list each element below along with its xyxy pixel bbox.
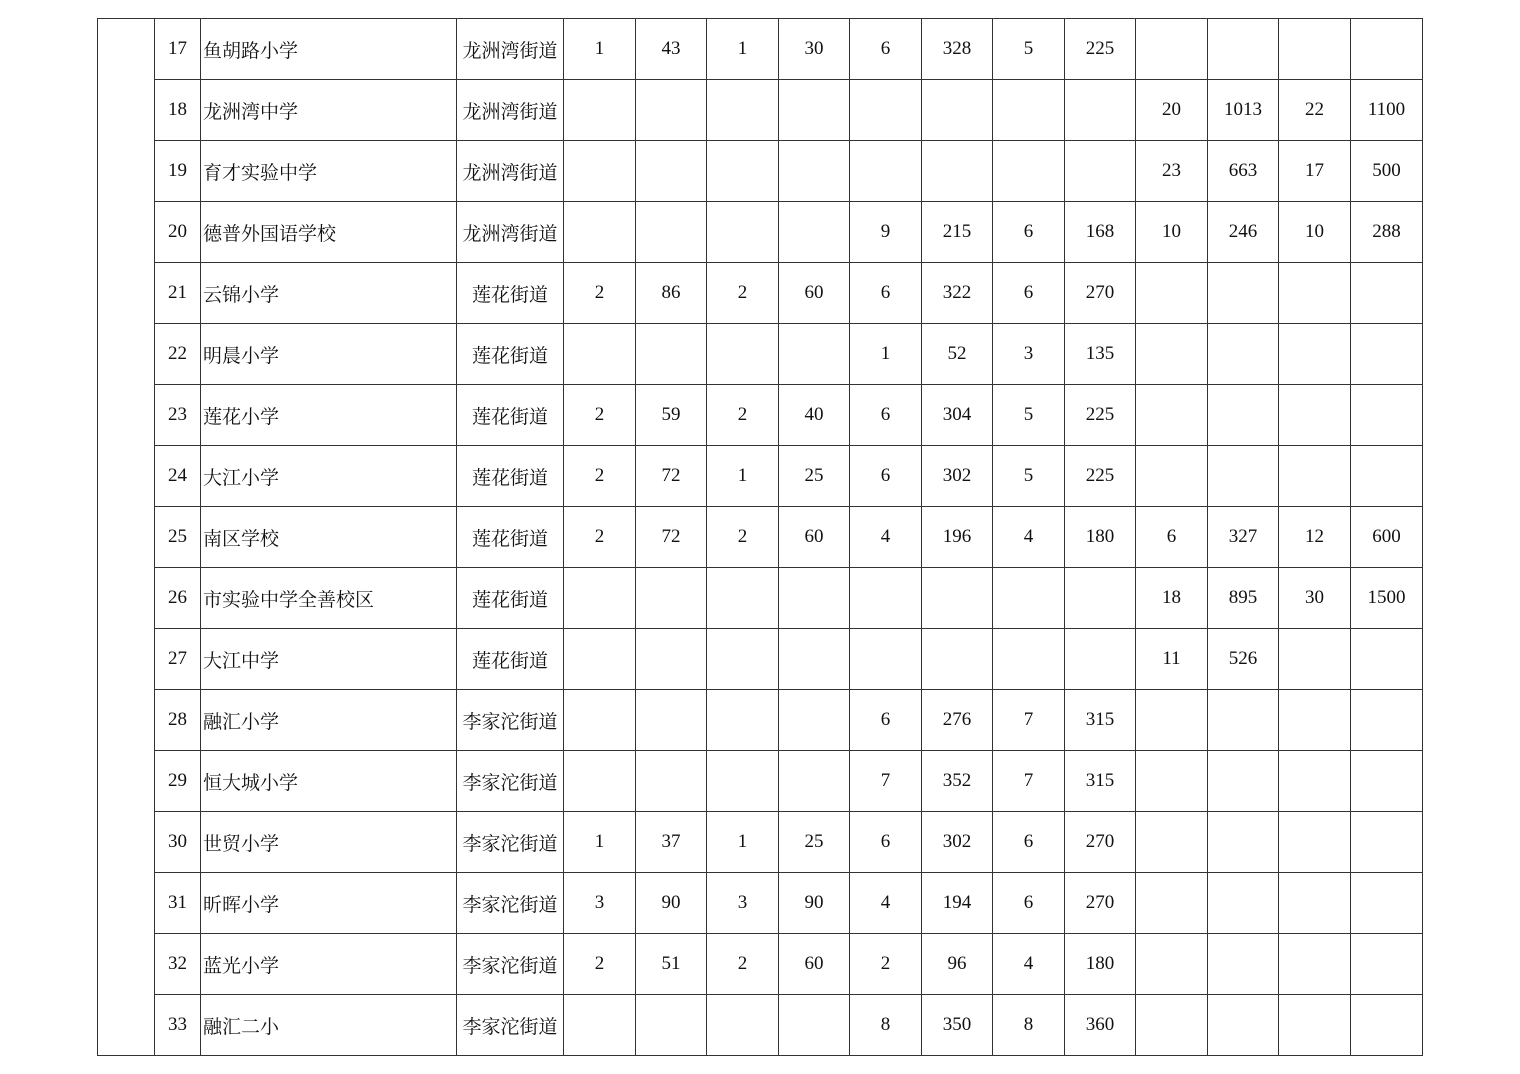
value-cell: 2 [564,385,636,446]
table-row [98,568,1423,629]
row-number-cell: 21 [155,263,201,324]
value-cell: 304 [922,385,993,446]
row-number-cell: 17 [155,19,201,80]
row-number-cell: 31 [155,873,201,934]
value-cell: 5 [993,385,1065,446]
value-cell [707,141,779,202]
value-cell [922,629,993,690]
value-cell [707,690,779,751]
value-cell: 327 [1208,507,1279,568]
value-cell: 270 [1065,873,1136,934]
value-cell: 168 [1065,202,1136,263]
value-cell: 1 [564,19,636,80]
value-cell: 895 [1208,568,1279,629]
value-cell [1208,324,1279,385]
value-cell: 2 [850,934,922,995]
value-cell: 270 [1065,263,1136,324]
value-cell: 60 [779,934,850,995]
value-cell: 4 [850,507,922,568]
value-cell [779,995,850,1056]
value-cell: 2 [707,385,779,446]
value-cell: 2 [564,263,636,324]
school-name-cell: 明晨小学 [201,324,457,385]
school-name-cell: 莲花小学 [201,385,457,446]
value-cell: 6 [993,263,1065,324]
value-cell [1279,873,1351,934]
value-cell: 51 [636,934,707,995]
value-cell [850,568,922,629]
table-row [98,385,1423,446]
value-cell [1279,934,1351,995]
value-cell [779,751,850,812]
value-cell: 1500 [1351,568,1423,629]
value-cell: 322 [922,263,993,324]
value-cell: 6 [850,19,922,80]
value-cell [564,202,636,263]
value-cell [1136,934,1208,995]
value-cell: 60 [779,507,850,568]
school-name-cell: 昕晖小学 [201,873,457,934]
value-cell [564,751,636,812]
value-cell: 6 [993,202,1065,263]
value-cell: 302 [922,812,993,873]
value-cell [1136,385,1208,446]
value-cell [993,80,1065,141]
value-cell: 43 [636,19,707,80]
value-cell [1351,873,1423,934]
value-cell [1208,690,1279,751]
value-cell: 276 [922,690,993,751]
value-cell [1136,751,1208,812]
value-cell: 30 [1279,568,1351,629]
value-cell [1208,19,1279,80]
value-cell [1208,934,1279,995]
value-cell [1065,629,1136,690]
table-row [98,80,1423,141]
value-cell [636,324,707,385]
table-row [98,324,1423,385]
value-cell: 6 [850,446,922,507]
value-cell: 6 [993,873,1065,934]
value-cell [779,324,850,385]
value-cell: 315 [1065,751,1136,812]
school-name-cell: 云锦小学 [201,263,457,324]
value-cell: 18 [1136,568,1208,629]
school-enrollment-table [97,18,1423,1056]
value-cell [1065,568,1136,629]
value-cell: 10 [1279,202,1351,263]
value-cell [993,568,1065,629]
value-cell: 288 [1351,202,1423,263]
row-number-cell: 22 [155,324,201,385]
value-cell: 12 [1279,507,1351,568]
value-cell: 10 [1136,202,1208,263]
value-cell: 196 [922,507,993,568]
value-cell [564,629,636,690]
value-cell: 59 [636,385,707,446]
value-cell: 1013 [1208,80,1279,141]
value-cell: 23 [1136,141,1208,202]
value-cell [1351,446,1423,507]
value-cell [1279,385,1351,446]
value-cell [779,202,850,263]
value-cell [779,629,850,690]
table-row [98,934,1423,995]
value-cell [850,80,922,141]
value-cell [636,690,707,751]
value-cell [1136,324,1208,385]
value-cell [1065,80,1136,141]
value-cell: 7 [993,690,1065,751]
value-cell [564,690,636,751]
value-cell: 180 [1065,507,1136,568]
row-number-cell: 19 [155,141,201,202]
value-cell [1351,19,1423,80]
value-cell [1136,690,1208,751]
value-cell: 20 [1136,80,1208,141]
value-cell [1351,812,1423,873]
value-cell [564,568,636,629]
value-cell: 135 [1065,324,1136,385]
value-cell: 360 [1065,995,1136,1056]
value-cell [1351,324,1423,385]
value-cell: 72 [636,446,707,507]
street-cell: 龙洲湾街道 [457,202,564,263]
value-cell [779,568,850,629]
value-cell: 25 [779,812,850,873]
value-cell: 8 [993,995,1065,1056]
value-cell [707,80,779,141]
value-cell: 315 [1065,690,1136,751]
street-cell: 莲花街道 [457,507,564,568]
row-number-cell: 33 [155,995,201,1056]
school-name-cell: 市实验中学全善校区 [201,568,457,629]
value-cell: 4 [993,934,1065,995]
value-cell [1136,446,1208,507]
value-cell: 1 [564,812,636,873]
value-cell: 600 [1351,507,1423,568]
value-cell: 1100 [1351,80,1423,141]
value-cell [636,141,707,202]
value-cell [1279,324,1351,385]
value-cell: 180 [1065,934,1136,995]
value-cell: 3 [707,873,779,934]
school-name-cell: 鱼胡路小学 [201,19,457,80]
street-cell: 龙洲湾街道 [457,80,564,141]
value-cell [1208,873,1279,934]
row-number-cell: 28 [155,690,201,751]
value-cell: 3 [993,324,1065,385]
value-cell [636,995,707,1056]
row-number-cell: 23 [155,385,201,446]
value-cell [564,80,636,141]
value-cell [1136,19,1208,80]
value-cell: 86 [636,263,707,324]
value-cell [636,629,707,690]
table-row [98,690,1423,751]
street-cell: 龙洲湾街道 [457,141,564,202]
row-number-cell: 29 [155,751,201,812]
value-cell [922,141,993,202]
school-name-cell: 融汇二小 [201,995,457,1056]
value-cell: 90 [636,873,707,934]
value-cell: 6 [850,263,922,324]
value-cell [636,202,707,263]
street-cell: 莲花街道 [457,263,564,324]
value-cell: 72 [636,507,707,568]
table-row [98,629,1423,690]
value-cell: 60 [779,263,850,324]
value-cell: 215 [922,202,993,263]
value-cell: 30 [779,19,850,80]
value-cell: 7 [993,751,1065,812]
table-body [98,19,1423,1056]
value-cell: 1 [707,19,779,80]
value-cell: 270 [1065,812,1136,873]
value-cell [1351,690,1423,751]
row-number-cell: 24 [155,446,201,507]
value-cell [1279,995,1351,1056]
school-name-cell: 大江小学 [201,446,457,507]
value-cell: 500 [1351,141,1423,202]
row-number-cell: 18 [155,80,201,141]
value-cell: 52 [922,324,993,385]
value-cell: 8 [850,995,922,1056]
value-cell: 663 [1208,141,1279,202]
value-cell: 328 [922,19,993,80]
value-cell: 96 [922,934,993,995]
value-cell [922,568,993,629]
value-cell [1279,751,1351,812]
value-cell: 4 [993,507,1065,568]
street-cell: 莲花街道 [457,385,564,446]
value-cell [1279,690,1351,751]
value-cell: 25 [779,446,850,507]
value-cell [1136,995,1208,1056]
school-name-cell: 育才实验中学 [201,141,457,202]
value-cell [1351,629,1423,690]
value-cell [922,80,993,141]
table-row [98,19,1423,80]
school-name-cell: 大江中学 [201,629,457,690]
value-cell [1279,19,1351,80]
table-row [98,995,1423,1056]
value-cell [564,324,636,385]
school-name-cell: 世贸小学 [201,812,457,873]
value-cell [636,751,707,812]
row-number-cell: 27 [155,629,201,690]
value-cell [707,995,779,1056]
value-cell [1279,263,1351,324]
value-cell: 4 [850,873,922,934]
value-cell: 526 [1208,629,1279,690]
value-cell [707,324,779,385]
value-cell [1351,995,1423,1056]
value-cell [779,690,850,751]
value-cell [707,568,779,629]
value-cell [850,141,922,202]
street-cell: 李家沱街道 [457,873,564,934]
value-cell: 2 [707,507,779,568]
school-name-cell: 龙洲湾中学 [201,80,457,141]
row-number-cell: 25 [155,507,201,568]
school-name-cell: 德普外国语学校 [201,202,457,263]
value-cell [1208,446,1279,507]
school-name-cell: 融汇小学 [201,690,457,751]
school-name-cell: 恒大城小学 [201,751,457,812]
street-cell: 莲花街道 [457,629,564,690]
table-row [98,263,1423,324]
street-cell: 李家沱街道 [457,934,564,995]
value-cell: 5 [993,446,1065,507]
value-cell [1208,385,1279,446]
value-cell [1208,751,1279,812]
street-cell: 莲花街道 [457,568,564,629]
school-name-cell: 南区学校 [201,507,457,568]
value-cell: 2 [564,507,636,568]
value-cell: 2 [707,934,779,995]
value-cell: 22 [1279,80,1351,141]
value-cell: 246 [1208,202,1279,263]
table-row [98,202,1423,263]
street-cell: 莲花街道 [457,324,564,385]
street-cell: 李家沱街道 [457,690,564,751]
value-cell: 37 [636,812,707,873]
value-cell: 40 [779,385,850,446]
value-cell [707,202,779,263]
value-cell: 90 [779,873,850,934]
value-cell: 2 [564,446,636,507]
row-number-cell: 30 [155,812,201,873]
street-cell: 莲花街道 [457,446,564,507]
value-cell [1065,141,1136,202]
value-cell [1279,812,1351,873]
value-cell [1208,812,1279,873]
value-cell: 5 [993,19,1065,80]
value-cell: 1 [707,446,779,507]
street-cell: 李家沱街道 [457,995,564,1056]
table-row [98,141,1423,202]
value-cell [993,141,1065,202]
district-group-cell [98,19,155,1056]
value-cell [636,80,707,141]
value-cell [1351,263,1423,324]
row-number-cell: 26 [155,568,201,629]
value-cell [1279,446,1351,507]
value-cell: 2 [564,934,636,995]
row-number-cell: 32 [155,934,201,995]
value-cell: 6 [850,812,922,873]
value-cell: 1 [850,324,922,385]
value-cell [1208,995,1279,1056]
value-cell [850,629,922,690]
row-number-cell: 20 [155,202,201,263]
value-cell: 17 [1279,141,1351,202]
street-cell: 龙洲湾街道 [457,19,564,80]
value-cell: 2 [707,263,779,324]
value-cell [707,629,779,690]
value-cell [1136,873,1208,934]
value-cell: 6 [993,812,1065,873]
value-cell: 225 [1065,19,1136,80]
street-cell: 李家沱街道 [457,812,564,873]
value-cell: 3 [564,873,636,934]
table-row [98,446,1423,507]
value-cell: 302 [922,446,993,507]
value-cell: 194 [922,873,993,934]
value-cell [1351,751,1423,812]
value-cell [1136,812,1208,873]
value-cell: 6 [850,385,922,446]
table-row [98,873,1423,934]
table-row [98,812,1423,873]
value-cell: 350 [922,995,993,1056]
value-cell: 6 [850,690,922,751]
value-cell: 7 [850,751,922,812]
value-cell: 225 [1065,385,1136,446]
table-row [98,751,1423,812]
value-cell [779,80,850,141]
value-cell [1208,263,1279,324]
value-cell: 1 [707,812,779,873]
value-cell: 11 [1136,629,1208,690]
value-cell [564,995,636,1056]
street-cell: 李家沱街道 [457,751,564,812]
value-cell: 9 [850,202,922,263]
value-cell: 225 [1065,446,1136,507]
value-cell [1136,263,1208,324]
value-cell [993,629,1065,690]
value-cell [779,141,850,202]
value-cell [707,751,779,812]
school-name-cell: 蓝光小学 [201,934,457,995]
value-cell [636,568,707,629]
table-row [98,507,1423,568]
value-cell: 352 [922,751,993,812]
value-cell [1351,934,1423,995]
value-cell: 6 [1136,507,1208,568]
value-cell [1351,385,1423,446]
value-cell [564,141,636,202]
value-cell [1279,629,1351,690]
